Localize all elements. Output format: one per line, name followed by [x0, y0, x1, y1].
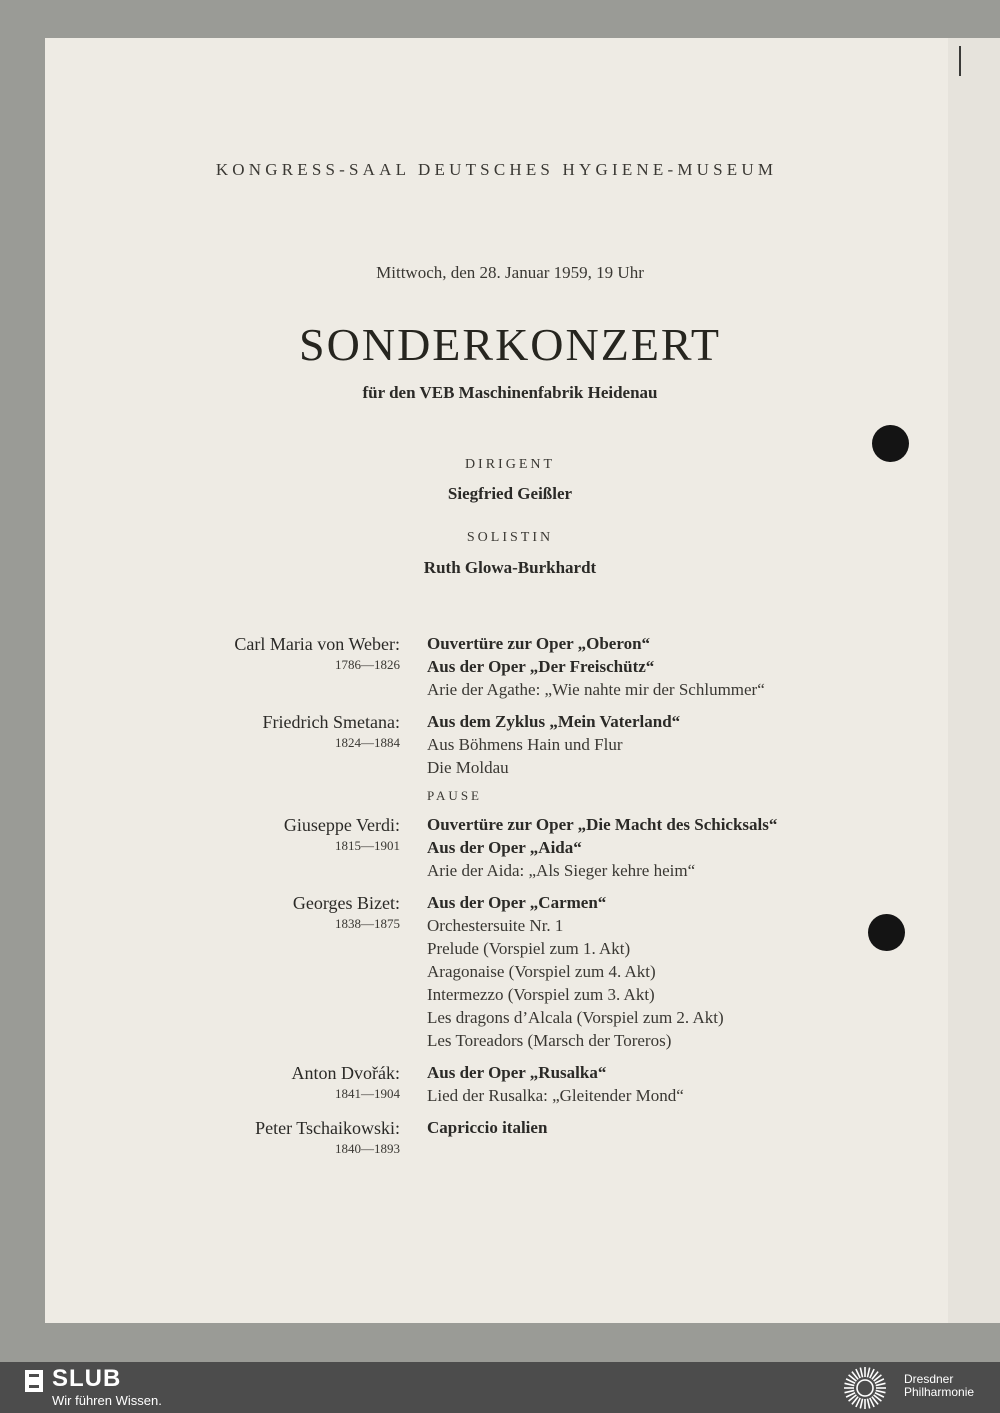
works-list	[427, 710, 870, 779]
work-detail: Arie der Aida: „Als Sieger kehre heim“	[427, 861, 696, 880]
composer-name: Carl Maria von Weber:	[234, 634, 400, 654]
work-detail: Lied der Rusalka: „Gleitender Mond“	[427, 1086, 684, 1105]
works-list	[427, 891, 870, 1052]
works-list	[427, 813, 870, 882]
composer-dates: 1824—1884	[335, 735, 400, 750]
work-title: Aus dem Zyklus „Mein Vaterland“	[427, 712, 681, 731]
work-detail: Prelude (Vorspiel zum 1. Akt)	[427, 939, 631, 958]
composer-name: Anton Dvořák:	[291, 1063, 400, 1083]
work-title: Aus der Oper „Der Freischütz“	[427, 657, 655, 676]
composer-name: Georges Bizet:	[292, 893, 400, 913]
work-title: Ouvertüre zur Oper „Die Macht des Schicksals“	[427, 815, 778, 834]
philharmonie-line-2: Philharmonie	[904, 1385, 975, 1399]
work-title: Ouvertüre zur Oper „Oberon“	[427, 634, 651, 653]
work-detail: Orchestersuite Nr. 1	[427, 916, 564, 935]
work-detail: Arie der Agathe: „Wie nahte mir der Schlummer“	[427, 680, 765, 699]
work-detail: Aragonaise (Vorspiel zum 4. Akt)	[427, 962, 656, 981]
works-list	[427, 1116, 870, 1139]
conductor-name: Siegfried Geißler	[447, 484, 573, 503]
work-detail: Les Toreadors (Marsch der Toreros)	[427, 1031, 672, 1050]
program-entry	[150, 632, 870, 701]
philharmonie-name	[904, 1373, 996, 1399]
work-detail: Die Moldau	[427, 758, 509, 777]
works-list	[427, 632, 870, 701]
works-list	[427, 1061, 870, 1107]
composer-name: Friedrich Smetana:	[262, 712, 400, 732]
slub-logo-icon	[25, 1370, 43, 1392]
composer-block	[150, 632, 400, 674]
soloist-name: Ruth Glowa-Burkhardt	[423, 558, 597, 577]
composer-block	[150, 891, 400, 933]
composer-block	[150, 1061, 400, 1103]
punch-hole	[868, 914, 905, 951]
work-detail: Les dragons d’Alcala (Vorspiel zum 2. Akt)	[427, 1008, 724, 1027]
conductor-role: DIRIGENT	[464, 457, 556, 472]
program-entry	[150, 1061, 870, 1107]
work-title: Aus der Oper „Rusalka“	[427, 1063, 607, 1082]
composer-name: Giuseppe Verdi:	[283, 815, 400, 835]
composer-dates: 1838—1875	[335, 916, 400, 931]
concert-date: Mittwoch, den 28. Januar 1959, 19 Uhr	[376, 263, 644, 282]
work-title: Capriccio italien	[427, 1118, 548, 1137]
soloist-role: SOLISTIN	[466, 530, 554, 545]
program-entry	[150, 813, 870, 882]
program-entry	[150, 1116, 870, 1156]
concert-subtitle: für den VEB Maschinenfabrik Heidenau	[362, 383, 658, 402]
composer-dates: 1841—1904	[335, 1086, 400, 1101]
venue-heading: KONGRESS-SAAL DEUTSCHES HYGIENE-MUSEUM	[215, 160, 778, 179]
composer-name: Peter Tschaikowski:	[255, 1118, 400, 1138]
work-title: Aus der Oper „Aida“	[427, 838, 582, 857]
slub-name: SLUB	[52, 1365, 122, 1392]
composer-dates: 1815—1901	[335, 838, 400, 853]
program-list	[150, 632, 870, 1156]
philharmonie-logo-icon	[842, 1365, 888, 1411]
work-title: Aus der Oper „Carmen“	[427, 893, 607, 912]
program-entry	[150, 710, 870, 779]
philharmonie-line-1: Dresdner	[904, 1372, 954, 1386]
slub-claim: Wir führen Wissen.	[52, 1393, 162, 1408]
program-entry	[150, 891, 870, 1052]
page-fold	[948, 38, 1000, 1323]
composer-dates: 1840—1893	[335, 1141, 400, 1156]
pause-label: PAUSE	[427, 788, 482, 803]
footer-bar	[0, 1362, 1000, 1413]
composer-block	[150, 710, 400, 752]
composer-dates: 1786—1826	[335, 657, 400, 672]
composer-block	[150, 813, 400, 855]
work-detail: Aus Böhmens Hain und Flur	[427, 735, 623, 754]
concert-title: SONDERKONZERT	[299, 319, 721, 370]
fold-mark	[959, 46, 961, 76]
composer-block	[150, 1116, 400, 1158]
work-detail: Intermezzo (Vorspiel zum 3. Akt)	[427, 985, 655, 1004]
